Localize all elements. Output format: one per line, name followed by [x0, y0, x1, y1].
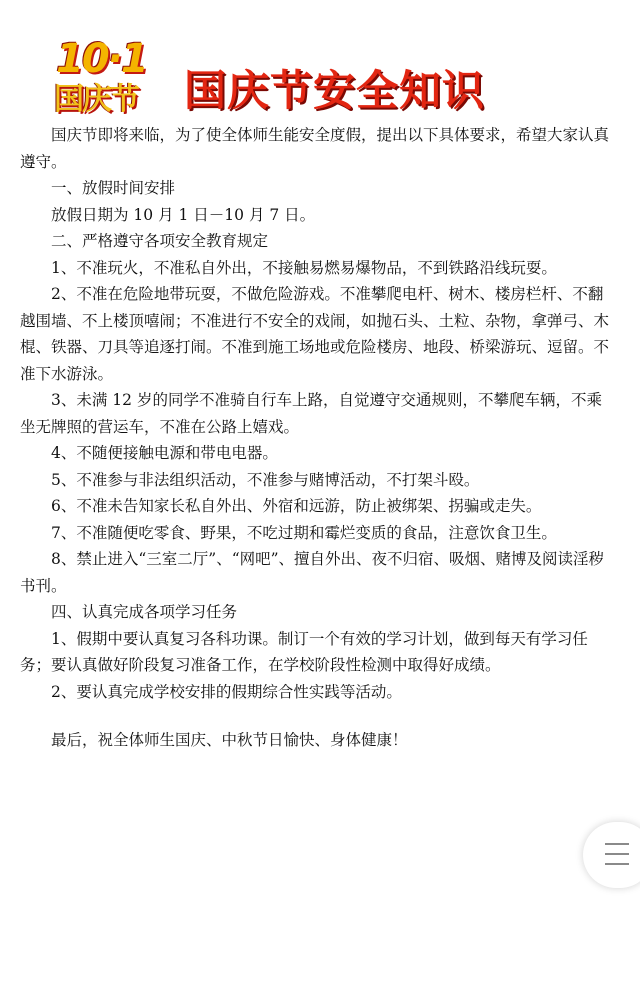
- rule-item: 4、不随便接触电源和带电电器。: [51, 444, 278, 462]
- rule-item: 5、不准参与非法组织活动，不准参与赌博活动，不打架斗殴。: [51, 470, 480, 489]
- rule-item: 2、不准在危险地带玩耍，不做危险游戏。不准攀爬电杆、树木、楼房栏杆、不翻越围墙、不上楼顶嘻闹；不准进行不安全的戏闹，如抛石头、土粒、杂物，拿弹弓、木棍、铁器、刀具等追逐打闹。不准到施工场地或危险楼房、地段、桥梁游玩、逗留。不准下水游泳。: [20, 285, 610, 383]
- task-item: 1、假期中要认真复习各科功课。制订一个有效的学习计划，做到每天有学习任务；要认真做好阶段复习准备工作，在学校阶段性检测中取得好成绩。: [20, 629, 588, 674]
- article-body: [20, 122, 612, 754]
- rule-item: 7、不准随便吃零食、野果，不吃过期和霉烂变质的食品，注意饮食卫生。: [51, 523, 557, 542]
- page-title: 国庆节安全知识: [184, 66, 486, 115]
- section-heading: 四、认真完成各项学习任务: [51, 603, 238, 621]
- floating-menu-button[interactable]: [583, 822, 640, 888]
- rule-item: 6、不准未告知家长私自外出、外宿和远游，防止被绑架、拐骗或走失。: [51, 497, 542, 515]
- logo-number: 10·1: [56, 36, 147, 82]
- header-banner: [52, 38, 582, 120]
- paragraph: 放假日期为 10 月 1 日－10 月 7 日。: [51, 205, 316, 224]
- holiday-logo: [52, 36, 180, 117]
- logo-text: 国庆节: [54, 82, 138, 117]
- task-item: 2、要认真完成学校安排的假期综合性实践等活动。: [51, 682, 402, 701]
- rule-item: 1、不准玩火，不准私自外出，不接触易燃易爆物品，不到铁路沿线玩耍。: [51, 258, 557, 277]
- rule-item: 8、禁止进入“三室二厅”、“网吧”、擅自外出、夜不归宿、吸烟、赌博及阅读淫秽书刊。: [20, 550, 605, 595]
- section-heading: 一、放假时间安排: [51, 179, 176, 197]
- menu-icon: [605, 843, 629, 873]
- intro-paragraph: 国庆节即将来临，为了使全体师生能安全度假，提出以下具体要求，希望大家认真遵守。: [20, 126, 610, 171]
- closing-paragraph: 最后，祝全体师生国庆、中秋节日愉快、身体健康！: [51, 731, 408, 749]
- rule-item: 3、未满 12 岁的同学不准骑自行车上路，自觉遵守交通规则，不攀爬车辆，不乘坐无牌照的营运车，不准在公路上嬉戏。: [20, 391, 602, 436]
- section-heading: 二、严格遵守各项安全教育规定: [51, 232, 269, 250]
